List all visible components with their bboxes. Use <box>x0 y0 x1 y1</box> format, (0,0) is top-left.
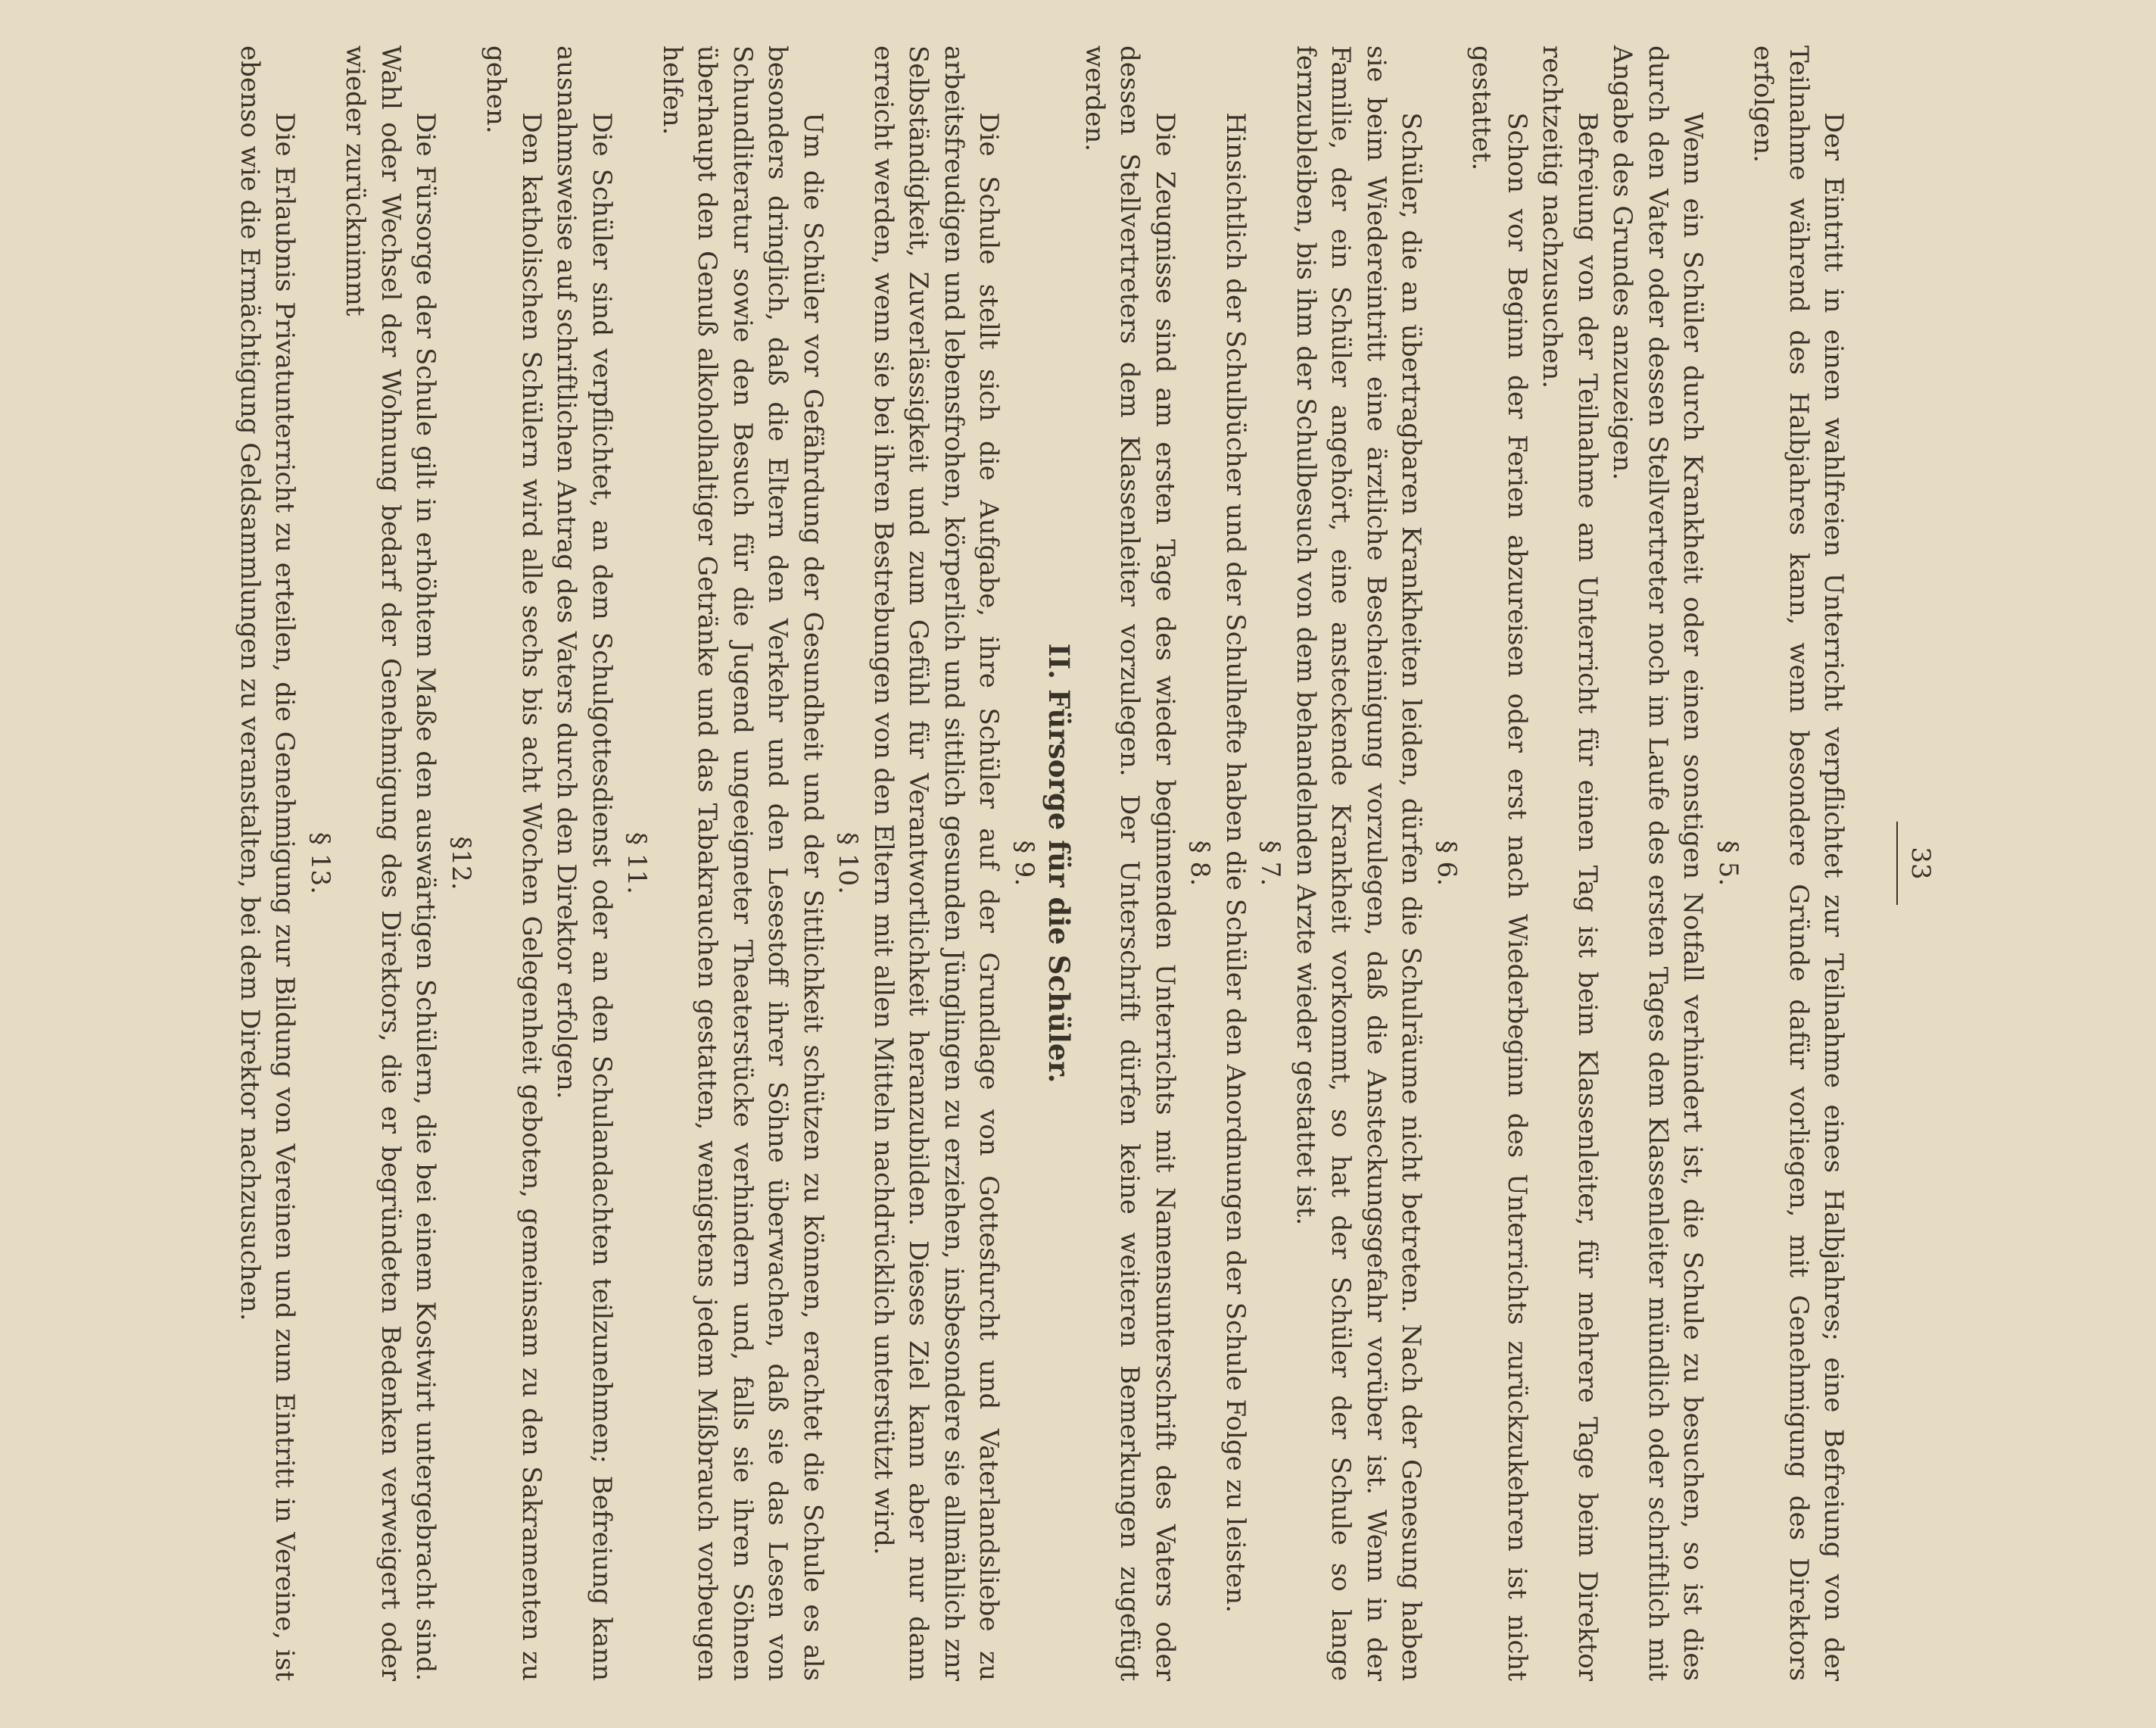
section-number: §12. <box>446 836 476 891</box>
paragraph: Schon vor Beginn der Ferien abzureisen oder erst nach Wiederbeginn des Unterrichts zurückzukehren ist nicht gestattet. <box>1466 45 1532 1681</box>
section-number: § 13. <box>305 832 335 894</box>
section-number: § 9. <box>1009 840 1039 887</box>
paragraph: Die Zeugnisse sind am ersten Tage des wieder beginnenden Unterrichts mit Namensunterschrift des Vaters oder dessen Stellvertreters dem Klassenleiter vorzulegen. Der Unterschrift dürfen keine weiteren Bemerkungen zugefügt werden. <box>1080 45 1180 1681</box>
section-heading: II. Fürsorge für die Schüler. <box>1042 643 1076 1084</box>
paragraph: Den katholischen Schülern wird alle sechs bis acht Wochen Gelegenheit geboten, gemeinsam zu den Sakramenten zu gehen. <box>481 45 547 1681</box>
paragraph: Um die Schüler vor Gefährdung der Gesundheit und der Sittlichkeit schützen zu können, erachtet die Schule es als besonders dringlich, daß die Eltern den Verkehr und den Lesestoff ihrer Söhne überwachen, daß sie das Lesen von Schundliteratur sowie den Besuch für die Jugend ungeeigneter Theaterstücke verhindern und, falls sie ihren Söhnen überhaupt den Genuß alkoholhaltiger Getränke und das Tabakrauchen gestatten, wenigstens jedem Mißbrauch vorbeugen helfen. <box>657 45 828 1681</box>
page-content <box>232 45 1852 1681</box>
paragraph: Die Fürsorge der Schule gilt in erhöhtem Maße den auswärtigen Schülern, die bei einem Kostwirt untergebracht sind. Wahl oder Wechsel der Wohnung bedarf der Genehmigung des Direktors, die er begründeten Bedenken verweigert oder wieder zurücknimmt <box>340 45 441 1681</box>
paragraph: Die Schüler sind verpflichtet, an dem Schulgottesdienst oder an den Schulandachten teilzunehmen; Befreiung kann ausnahmsweise auf schriftlichen Antrag des Vaters durch den Direktor erfolgen. <box>551 45 617 1681</box>
paragraph: Der Eintritt in einen wahlfreien Unterricht verpflichtet zur Teilnahme eines Halbjahres; eine Befreiung von der Teilnahme während des Halbjahres kann, wenn besondere Gründe dafür vorliegen, mit Genehmigung des Direktors erfolgen. <box>1748 45 1849 1681</box>
paragraph: Hinsichtlich der Schulbücher und der Schulhefte haben die Schüler den Anordnungen der Schule Folge zu leisten. <box>1220 112 1251 1613</box>
section-number: § 10. <box>833 832 864 894</box>
section-number: § 11. <box>622 832 653 894</box>
paragraph: Schüler, die an übertragbaren Krankheiten leiden, dürfen die Schulräume nicht betreten. Nach der Genesung haben sie beim Wiedereintritt eine ärztliche Bescheinigung vorzulegen, daß die Ansteckungsgefahr vorüber ist. Wenn in der Familie, der ein Schüler angehört, eine ansteckende Krankheit vorkommt, so hat der Schüler der Schule so lange fernzubleiben, bis ihm der Schulbesuch von dem behandelnden Arzte wieder gestattet ist. <box>1291 45 1427 1681</box>
paragraph: Die Schule stellt sich die Aufgabe, ihre Schüler auf der Grundlage von Gottesfurcht und Vaterlandsliebe zu arbeitsfreudigen und lebensfrohen, körperlich und sittlich gesunden Jünglingen zu erziehen, insbesondere sie allmählich znr Selbständigkeit, Zuverlässigkeit und zum Gefühl für Verantwortlichkeit heranzubilden. Dieses Ziel kann aber nur dann erreicht werden, wenn sie bei ihren Bestrebungen von den Eltern mit allen Mitteln nachdrücklich unterstützt wird. <box>868 45 1005 1681</box>
section-number: § 5. <box>1713 840 1743 887</box>
header-rule <box>1897 822 1899 905</box>
section-number: § 6. <box>1432 840 1462 887</box>
rotated-page <box>204 45 1938 1681</box>
section-number: § 8. <box>1185 840 1216 887</box>
paragraph: Wenn ein Schüler durch Krankheit oder einen sonstigen Notfall verhindert ist, die Schule zu besuchen, so ist dies durch den Vater oder dessen Stellvertreter noch im Laufe des ersten Tages dem Klassenleiter mündlich oder schriftlich mit Angabe des Grundes anzuzeigen. <box>1607 45 1709 1681</box>
section-number: § 7. <box>1255 840 1286 887</box>
page-number: 33 <box>1905 847 1936 880</box>
paragraph: Die Erlaubnis Privatunterricht zu erteilen, die Genehmigung zur Bildung von Vereinen und zum Eintritt in Vereine, ist ebenso wie die Ermächtigung Geldsammlungen zu veranstalten, bei dem Direktor nachzusuchen. <box>235 45 301 1681</box>
paragraph: Befreiung von der Teilnahme am Unterricht für einen Tag ist beim Klassenleiter, für mehrere Tage beim Direktor rechtzeitig nachzusuchen. <box>1537 45 1603 1681</box>
spacer <box>1852 45 1886 1681</box>
